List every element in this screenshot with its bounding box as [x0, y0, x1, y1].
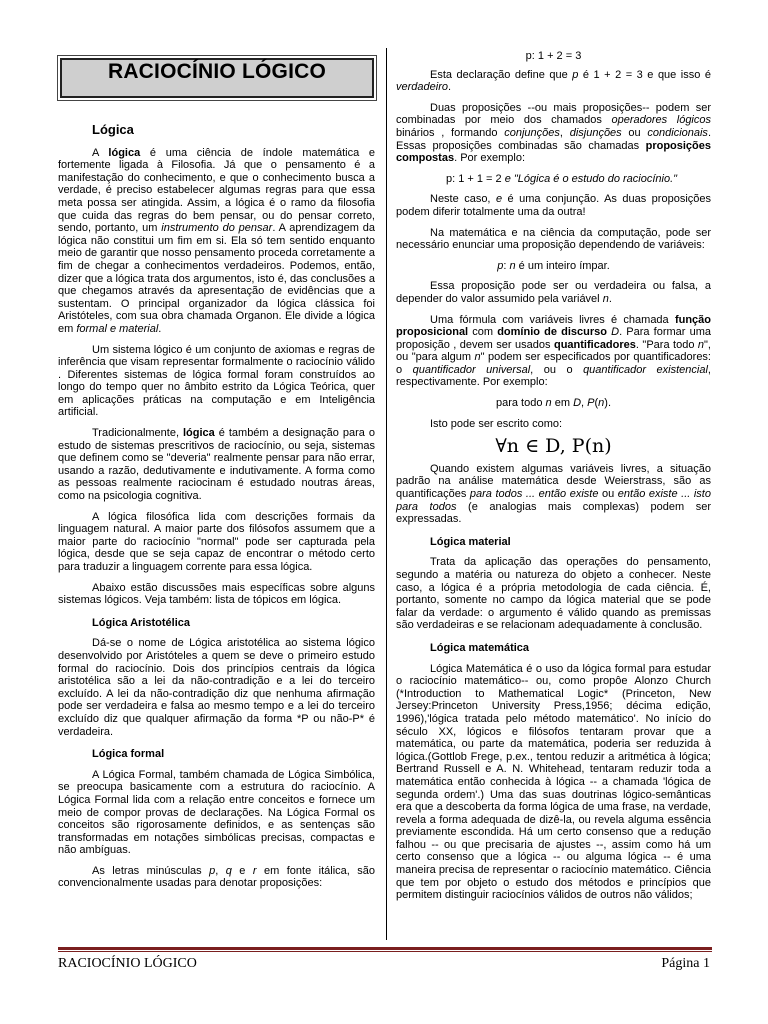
- paragraph: Na matemática e na ciência da computação, pode ser necessário enunciar uma proposição dependendo de variáveis:: [396, 226, 711, 252]
- heading-logica-material: Lógica material: [430, 535, 511, 548]
- heading-logica-aristotelica: Lógica Aristotélica: [92, 616, 191, 629]
- paragraph: As letras minúsculas p, q e r em fonte itálica, são convencionalmente usadas para denotar proposições:: [58, 864, 375, 890]
- left-column: [58, 52, 375, 898]
- paragraph: Quando existem algumas variáveis livres, a situação padrão na análise matemática desde Weierstrass, são as quantificações para todos ... então existe ou então existe ... isto para todos (e analogias mais complexas) podem ser expressadas.: [396, 462, 712, 526]
- footer-rule: [58, 947, 712, 950]
- paragraph: Dá-se o nome de Lógica aristotélica ao sistema lógico desenvolvido por Aristóteles a quem se deve o primeiro estudo formal do raciocínio. Dois dos princípios centrais da lógica aristotélica são a lei da não-contradição e a lei do terceiro excluído. A lei da não-contradição diz que nenhuma afirmação pode ser verdadeira e falsa ao mesmo tempo e a lei do terceiro excluído diz que qualquer afirmação da forma *P ou não-P* é verdadeira.: [58, 637, 375, 738]
- paragraph: Essa proposição pode ser ou verdadeira ou falsa, a depender do valor assumido pela variável n.: [396, 280, 711, 305]
- paragraph: Duas proposições --ou mais proposições-- podem ser combinadas por meio dos chamados operadores lógicos binários , formando conjunções, disjunções ou condicionais. Essas proposições combinadas são chamadas proposições compostas. Por exemplo:: [396, 101, 711, 165]
- footer-rule-thin: [58, 951, 712, 952]
- paragraph: Esta declaração define que p é 1 + 2 = 3 e que isso é verdadeiro.: [396, 68, 712, 94]
- title-banner: [60, 58, 374, 98]
- heading-logica: Lógica: [92, 122, 134, 137]
- equation: p: 1 + 1 = 2 e "Lógica é o estudo do raciocínio.": [446, 172, 678, 185]
- column-divider: [386, 48, 387, 940]
- equation: p: n é um inteiro ímpar.: [497, 259, 610, 272]
- equation: p: 1 + 2 = 3: [525, 50, 582, 62]
- heading-logica-matematica: Lógica matemática: [430, 641, 530, 654]
- paragraph: Isto pode ser escrito como:: [430, 417, 563, 430]
- right-column: [396, 50, 711, 910]
- paragraph: A lógica filosófica lida com descrições formais da linguagem natural. A maior parte dos filósofos assumem que a maior parte do raciocínio "normal" pode ser capturada pela lógica, desde que se seja capaz de encontrar o método certo para traduzir a linguagem corrente para essa lógica.: [58, 510, 375, 573]
- paragraph: A lógica é uma ciência de índole matemática e fortemente ligada à Filosofia. Já que o pensamento é a manifestação do conhecimento, e que o conhecimento busca a verdade, é preciso estabelecer algumas regras para que essa meta possa ser atingida. Assim, a lógica é o ramo da filosofia que cuida das regras do bem pensar, ou do pensar correto, sendo, portanto, um instrumento do pensar. A aprendizagem da lógica não constitui um fim em si. Ela só tem sentido enquanto meio de garantir que nosso pensamento proceda corretamente a fim de chegar a conhecimentos verdadeiros. Podemos, então, dizer que a lógica trata dos argumentos, isto é, das conclusões a que chegamos através da apresentação de evidências que a sustentam. O principal organizador da lógica clássica foi Aristóteles, com sua obra chamada Organon. Ele divide a lógica em formal e material.: [58, 146, 376, 335]
- footer-title: RACIOCÍNIO LÓGICO: [58, 956, 197, 971]
- quantifier-formula: ∀n ∈ D, P(n): [495, 435, 612, 458]
- paragraph: Uma fórmula com variáveis livres é chamada função proposicional com domínio de discurso D. Para formar uma proposição , devem ser usados quantificadores. "Para todo n", ou "para algum n" podem ser especificados por quantificadores: o quantificador universal, ou o quantificador existencial, respectivamente. Por exemplo:: [396, 313, 711, 389]
- paragraph: Abaixo estão discussões mais específicas sobre alguns sistemas lógicos. Veja também: lista de tópicos em lógica.: [58, 581, 375, 607]
- heading-logica-formal: Lógica formal: [92, 748, 165, 761]
- equation: para todo n em D, P(n).: [495, 397, 612, 410]
- paragraph: Tradicionalmente, lógica é também a designação para o estudo de sistemas prescritivos de raciocínio, ou seja, sistemas que definem como se "deveria" realmente pensar para não errar, usando a razão, dedutivamente e indutivamente. A forma como as pessoas realmente raciocinam é estudado noutras áreas, como na psicologia cognitiva.: [58, 427, 375, 503]
- paragraph: Trata da aplicação das operações do pensamento, segundo a matéria ou natureza do objeto a conhecer. Neste caso, a lógica é a própria metodologia de cada ciência. É, portanto, somente no campo da lógica material que se pode falar da verdade: o argumento é válido quando as premissas são verdadeiras e se relacionam adequadamente à conclusão.: [396, 556, 711, 632]
- page-number: Página 1: [661, 956, 710, 971]
- paragraph: A Lógica Formal, também chamada de Lógica Simbólica, se preocupa basicamente com a estrutura do raciocínio. A Lógica Formal lida com a relação entre conceitos e fornece um meio de compor provas de declarações. Na Lógica Formal os conceitos são rigorosamente definidos, e as sentenças são transformadas em notações simbólicas precisas, compactas e não ambíguas.: [58, 768, 375, 857]
- paragraph: Lógica Matemática é o uso da lógica formal para estudar o raciocínio matemático-- ou, como propôe Alonzo Church (*Introduction to Mathematical Logic* (Princeton, New Jersey:Princeton University Press,1956; décima edição, 1996),'lógica tratada pelo método matemático'. No início do século XX, lógicos e filósofos tentaram provar que a matemática, ou parte da matemática, poderia ser reduzida à lógica.(Gottlob Frege, p.ex., tentou reduzir a aritmética à lógica; Bertrand Russell e A. N. Whitehead, tentaram reduzir toda a matemática então conhecida à lógica -- a chamada 'lógica de segunda ordem'.) Uma das suas doutrinas lógico-semânticas era que a descoberta da forma lógica de uma frase, na verdade, revela a forma adequada de dizê-la, ou revela alguma essência previamente escondida. Há um certo consenso que a redução falhou -- ou que precisaria de ajustes --, assim como há um certo consenso que a lógica -- ou alguma lógica -- é uma maneira precisa de representar o raciocínio matemático. Ciência que tem por objeto o estudo dos métodos e princípios que permitem distinguir raciocínios válidos de outros não válidos;: [396, 662, 711, 902]
- page-title: RACIOCÍNIO LÓGICO: [107, 60, 327, 83]
- paragraph: Neste caso, e é uma conjunção. As duas proposições podem diferir totalmente uma da outra!: [396, 193, 711, 218]
- paragraph: Um sistema lógico é um conjunto de axiomas e regras de inferência que visam representar formalmente o raciocínio válido . Diferentes sistemas de lógica formal foram construídos ao longo do tempo quer no âmbito estrito da Lógica Teórica, quer em aplicações práticas na computação e em Inteligência artificial.: [58, 343, 375, 419]
